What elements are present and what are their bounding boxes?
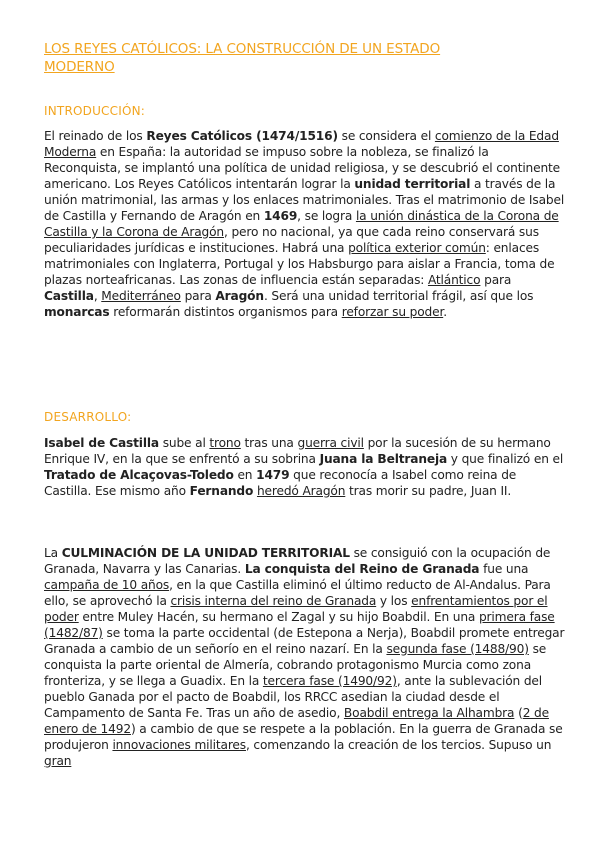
text-run: se considera el: [337, 129, 435, 143]
underlined-text: innovaciones militares: [112, 738, 246, 752]
text-run: a través de la unión matrimonial, las armas y los enlaces matrimoniales. Tras el matrimonio de Isabel de Castilla y Fernando de Aragón en: [44, 177, 565, 223]
underlined-text: gran: [44, 754, 72, 768]
bold-text: Tratado de Alcaçovas-Toledo: [44, 468, 234, 482]
underlined-text: campaña de 10 años: [44, 578, 170, 592]
underlined-text: Boabdil entrega la Alhambra: [343, 706, 515, 720]
text-run: , en la que Castilla eliminó el último reducto de Al-Andalus. Para ello, se aprovechó la: [44, 578, 551, 608]
underlined-text: comienzo de la Edad Moderna: [44, 129, 559, 159]
underlined-text: trono: [209, 436, 241, 450]
underlined-text: primera fase (1482/87): [44, 610, 555, 640]
bold-text: CULMINACIÓN DE LA UNIDAD TERRITORIAL: [61, 546, 350, 560]
bold-text: Fernando: [189, 484, 254, 498]
underlined-text: Mediterráneo: [101, 289, 181, 303]
text-run: se conquista la parte oriental de Almería, cobrando protagonismo Murcia como zona fronteriza, y se llega a Guadix. En la: [44, 642, 547, 688]
underlined-text: la unión dinástica de la Corona de Castilla y la Corona de Aragón: [44, 209, 559, 239]
text-run: tras morir su padre, Juan II.: [345, 484, 512, 498]
text-run: y los: [376, 594, 412, 608]
text-run: ) a cambio de que se respete a la población. En la guerra de Granada se produjeron: [44, 722, 563, 752]
text-run: en España: la autoridad se impuso sobre la nobleza, se finalizó la Reconquista, se implantó una política de unidad religiosa, y se descubrió el continente americano. Los Reyes Católicos intentarán lograr la: [44, 145, 561, 191]
text-run: reformarán distintos organismos para: [109, 305, 342, 319]
paragraph-introduccion: [44, 128, 566, 320]
underlined-text: heredó Aragón: [256, 484, 346, 498]
bold-text: unidad territorial: [354, 177, 471, 191]
text-run: La: [44, 546, 62, 560]
bold-text: La conquista del Reino de Granada: [244, 562, 480, 576]
text-run: : enlaces matrimoniales con Inglaterra, Portugal y los Habsburgo para aislar a Francia, toma de plazas norteafricanas. Las zonas de influencia están separadas:: [44, 241, 555, 287]
text-run: sube al: [158, 436, 210, 450]
text-run: que reconocía a Isabel como reina de Castilla. Ese mismo año: [44, 468, 517, 498]
underlined-text: Atlántico: [427, 273, 481, 287]
text-run: se consiguió con la ocupación de Granada, Navarra y las Canarias.: [44, 546, 551, 576]
underlined-text: crisis interna del reino de Granada: [170, 594, 377, 608]
text-run: , pero no nacional, ya que cada reino conservará sus peculiaridades jurídicas e instituciones. Habrá una: [44, 225, 539, 255]
text-run: .: [443, 305, 447, 319]
text-run: (: [514, 706, 523, 720]
bold-text: Reyes Católicos (1474/1516): [146, 129, 338, 143]
document-title: LOS REYES CATÓLICOS: LA CONSTRUCCIÓN DE UN ESTADO MODERNO: [44, 41, 441, 75]
bold-text: 1479: [256, 468, 290, 482]
section-heading-introduccion: INTRODUCCIÓN:: [44, 104, 146, 118]
text-run: tras una: [240, 436, 298, 450]
bold-text: Aragón: [215, 289, 264, 303]
underlined-text: reforzar su poder: [341, 305, 444, 319]
underlined-text: tercera fase (1490/92): [262, 674, 397, 688]
text-run: por la sucesión de su hermano Enrique IV, en la que se enfrentó a su sobrina: [44, 436, 551, 466]
text-run: se toma la parte occidental (de Estepona a Nerja), Boabdil promete entregar Granada a cambio de un señorío en el reino nazarí. En la: [44, 626, 565, 656]
text-run: , ante la sublevación del pueblo Ganada por el pacto de Boabdil, los RRCC asedian la ciudad desde el Campamento de Santa Fe. Tras un año de asedio,: [44, 674, 543, 720]
paragraph-isabel: [44, 435, 566, 499]
underlined-text: guerra civil: [297, 436, 364, 450]
bold-text: Juana la Beltraneja: [319, 452, 448, 466]
text-run: para: [180, 289, 216, 303]
text-run: y que finalizó en el: [447, 452, 564, 466]
underlined-text: 2 de enero de 1492: [44, 706, 549, 736]
underlined-text: segunda fase (1488/90): [386, 642, 529, 656]
bold-text: Castilla: [44, 289, 94, 303]
bold-text: Isabel de Castilla: [44, 436, 159, 450]
text-run: El reinado de los: [44, 129, 147, 143]
text-run: entre Muley Hacén, su hermano el Zagal y su hijo Boabdil. En una: [78, 610, 479, 624]
text-run: . Será una unidad territorial frágil, así que los: [263, 289, 534, 303]
section-heading-desarrollo: DESARROLLO:: [44, 410, 132, 424]
paragraph-culminacion: [44, 545, 566, 769]
bold-text: monarcas: [44, 305, 110, 319]
text-run: , se logra: [297, 209, 356, 223]
text-run: en: [233, 468, 257, 482]
text-run: fue una: [479, 562, 529, 576]
text-run: ,: [93, 289, 102, 303]
bold-text: 1469: [263, 209, 298, 223]
text-run: , comenzando la creación de los tercios. Supuso un: [245, 738, 552, 752]
underlined-text: enfrentamientos por el poder: [44, 594, 548, 624]
underlined-text: política exterior común: [348, 241, 486, 255]
text-run: para: [480, 273, 512, 287]
